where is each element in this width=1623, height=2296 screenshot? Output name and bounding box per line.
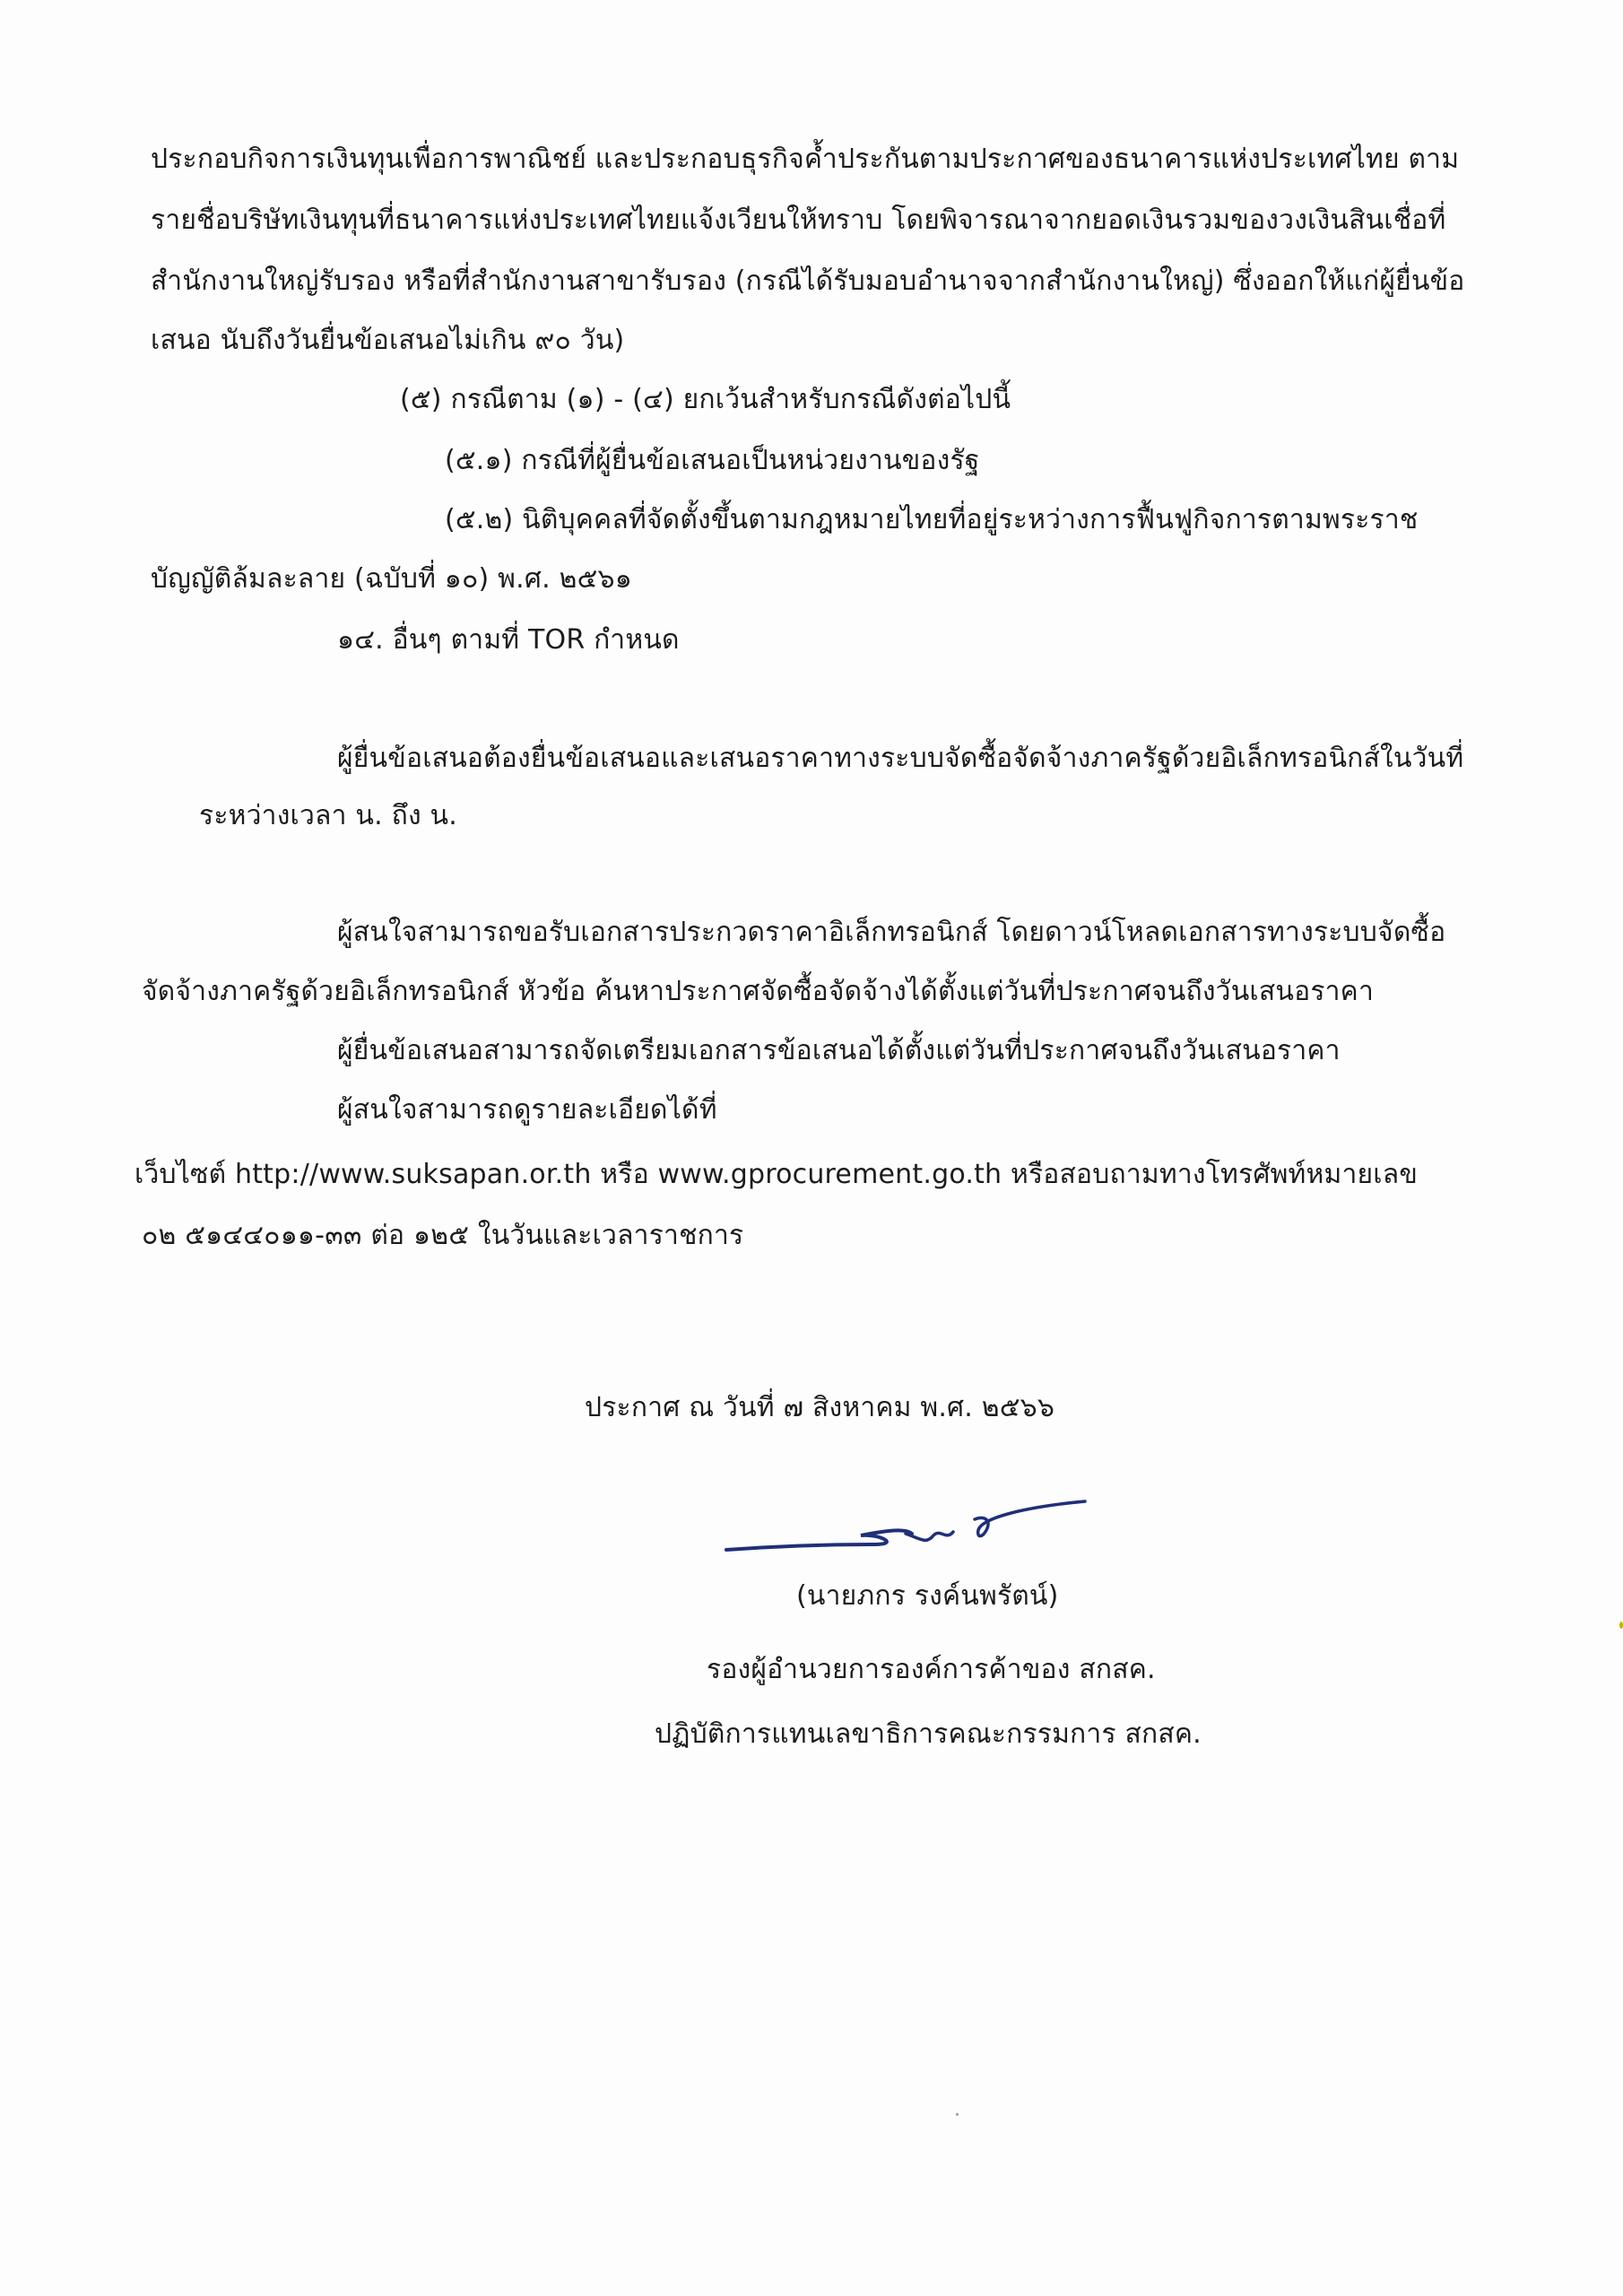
para1-line1: ประกอบกิจการเงินทุนเพื่อการพาณิชย์ และประกอบธุรกิจค้ำประกันตามประกาศของธนาคารแห่งประเทศไทย ตาม: [151, 144, 1460, 175]
item-5: (๕) กรณีตาม (๑) - (๔) ยกเว้นสำหรับกรณีดังต่อไปนี้: [400, 384, 1011, 415]
submission-line1: ผู้ยื่นข้อเสนอต้องยื่นข้อเสนอและเสนอราคาทางระบบจัดซื้อจัดจ้างภาครัฐด้วยอิเล็กทรอนิกส์ในวันที่: [337, 743, 1464, 774]
item-5-1: (๕.๑) กรณีที่ผู้ยื่นข้อเสนอเป็นหน่วยงานของรัฐ: [445, 445, 980, 476]
prepare-line: ผู้ยื่นข้อเสนอสามารถจัดเตรียมเอกสารข้อเสนอได้ตั้งแต่วันที่ประกาศจนถึงวันเสนอราคา: [337, 1035, 1341, 1066]
signatory-position: รองผู้อำนวยการองค์การค้าของ สกสค.: [707, 1654, 1156, 1685]
para1-line4: เสนอ นับถึงวันยื่นข้อเสนอไม่เกิน ๙๐ วัน): [151, 325, 625, 356]
contact-line1: เว็บไซต์ http://www.suksapan.or.th หรือ www.gprocurement.go.th หรือสอบถามทางโทรศัพท์หมายเลข: [135, 1159, 1419, 1190]
item-5-2-line2: บัญญัติล้มละลาย (ฉบับที่ ๑๐) พ.ศ. ๒๕๖๑: [151, 563, 632, 595]
para1-line3: สำนักงานใหญ่รับรอง หรือที่สำนักงานสาขารับรอง (กรณีได้รับมอบอำนาจจากสำนักงานใหญ่) ซึ่งออกให้แก่ผู้ยื่นข้อ: [151, 265, 1465, 297]
details-line: ผู้สนใจสามารถดูรายละเอียดได้ที่: [337, 1094, 717, 1126]
download-line2: จัดจ้างภาครัฐด้วยอิเล็กทรอนิกส์ หัวข้อ ค้นหาประกาศจัดซื้อจัดจ้างได้ตั้งแต่วันที่ประกาศจนถึงวันเสนอราคา: [142, 976, 1374, 1007]
item-5-2-line1: (๕.๒) นิติบุคคลที่จัดตั้งขึ้นตามกฎหมายไทยที่อยู่ระหว่างการฟื้นฟูกิจการตามพระราช: [445, 504, 1419, 535]
submission-line2: ระหว่างเวลา น. ถึง น.: [199, 800, 457, 831]
scan-mark: [1619, 1622, 1623, 1629]
signatory-name: (นายภกร รงค์นพรัตน์): [796, 1580, 1059, 1612]
contact-line2: ๐๒ ๕๑๔๔๐๑๑-๓๓ ต่อ ๑๒๕ ในวันและเวลาราชการ: [142, 1220, 744, 1251]
item-14: ๑๔. อื่นๆ ตามที่ TOR กำหนด: [337, 624, 680, 656]
announce-date: ประกาศ ณ วันที่ ๗ สิงหาคม พ.ศ. ๒๕๖๖: [585, 1392, 1055, 1423]
signatory-acting: ปฏิบัติการแทนเลขาธิการคณะกรรมการ สกสค.: [655, 1718, 1202, 1750]
download-line1: ผู้สนใจสามารถขอรับเอกสารประกวดราคาอิเล็กทรอนิกส์ โดยดาวน์โหลดเอกสารทางระบบจัดซื้อ: [337, 917, 1446, 948]
para1-line2: รายชื่อบริษัทเงินทุนที่ธนาคารแห่งประเทศไทยแจ้งเวียนให้ทราบ โดยพิจารณาจากยอดเงินรวมของวงเงินสินเชื่อที่: [151, 204, 1446, 236]
scan-speck: [956, 2113, 959, 2116]
signature-icon: [722, 1489, 1098, 1570]
